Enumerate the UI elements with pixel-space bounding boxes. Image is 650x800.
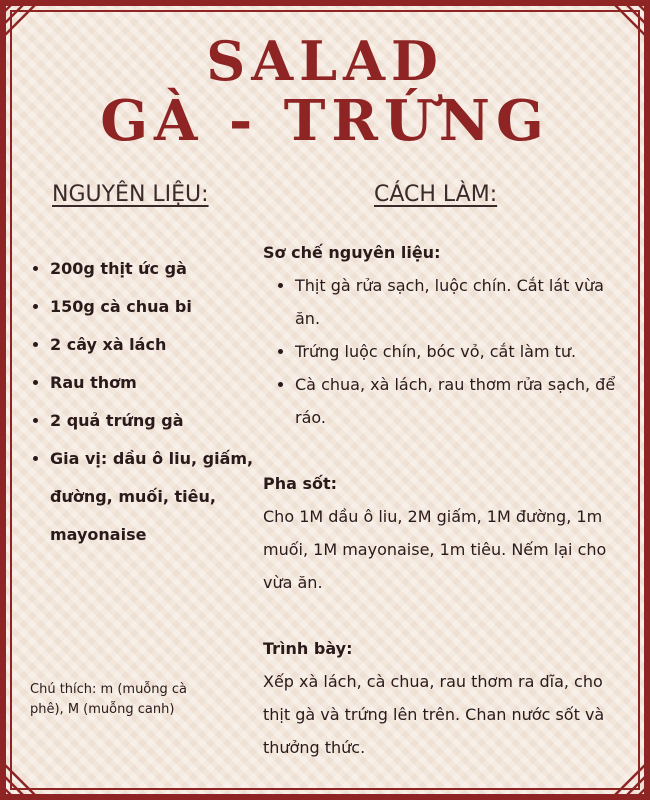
prep-steps-list: [263, 269, 623, 434]
corner-ornament-bottom-left: [0, 740, 60, 800]
measurement-note: Chú thích: m (muỗng cà phê), M (muỗng canh): [30, 682, 187, 717]
ingredient-item: • Rau thơm: [50, 364, 270, 402]
ingredient-item: • 2 quả trứng gà: [50, 402, 270, 440]
ingredients-list: [22, 250, 270, 554]
ingredients-heading: NGUYÊN LIỆU:: [52, 182, 209, 207]
title-line-1: SALAD: [206, 29, 444, 93]
ingredient-item: • Gia vị: dầu ô liu, giấm, đường, muối, tiêu, mayonaise: [50, 440, 270, 554]
sauce-text: Cho 1M dầu ô liu, 2M giấm, 1M đường, 1m muối, 1M mayonaise, 1m tiêu. Nếm lại cho vừa ăn.: [263, 507, 607, 592]
method-section: [263, 236, 623, 764]
prep-title: Sơ chế nguyên liệu:: [263, 243, 441, 262]
method-heading: CÁCH LÀM:: [374, 182, 498, 207]
title-line-2: GÀ - TRỨNG: [100, 88, 550, 154]
prep-step: • Trứng luộc chín, bóc vỏ, cắt làm tư.: [295, 335, 623, 368]
ingredient-item: • 150g cà chua bi: [50, 288, 270, 326]
sauce-title: Pha sốt:: [263, 474, 338, 493]
ingredient-item: • 2 cây xà lách: [50, 326, 270, 364]
plating-text: Xếp xà lách, cà chua, rau thơm ra dĩa, cho thịt gà và trứng lên trên. Chan nước sốt và thưởng thức.: [263, 672, 605, 757]
prep-step: • Thịt gà rửa sạch, luộc chín. Cắt lát vừa ăn.: [295, 269, 623, 335]
ingredient-item: • 200g thịt ức gà: [50, 250, 270, 288]
plating-title: Trình bày:: [263, 639, 353, 658]
prep-step: • Cà chua, xà lách, rau thơm rửa sạch, để ráo.: [295, 368, 623, 434]
